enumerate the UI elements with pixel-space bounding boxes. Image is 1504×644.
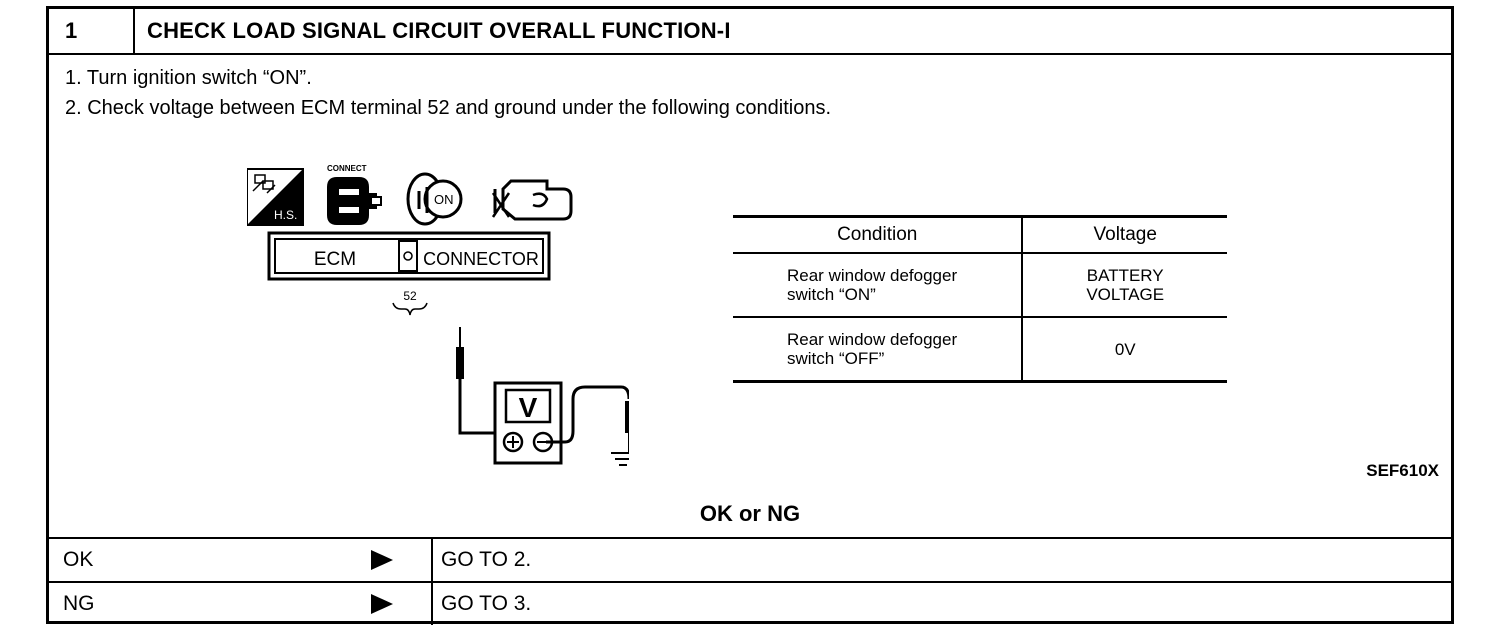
hs-icon-label: H.S.	[274, 208, 298, 222]
connector-icon	[327, 164, 381, 225]
key-icon-label: ON	[434, 192, 454, 207]
result-prompt: OK or NG	[699, 501, 801, 526]
connector-label-connector: CONNECTOR	[423, 249, 539, 269]
play-arrow-icon	[371, 594, 393, 614]
voltage-line-2: VOLTAGE	[1086, 285, 1165, 304]
condition-cell	[733, 317, 1022, 382]
ground-icon	[611, 453, 629, 465]
figure-id: SEF610X	[1366, 461, 1439, 480]
instruction-1: 1. Turn ignition switch “ON”.	[65, 67, 312, 89]
condition-line-2: switch “OFF”	[787, 349, 885, 368]
step-number: 1	[49, 9, 135, 53]
condition-line-1: Rear window defogger	[787, 330, 958, 349]
tool-icons	[247, 159, 587, 229]
column-header-voltage: Voltage	[1022, 217, 1227, 254]
meter-label: V	[518, 392, 538, 423]
result-row-ng[interactable]	[49, 581, 1451, 625]
procedure-title: CHECK LOAD SIGNAL CIRCUIT OVERALL FUNCTION-I	[147, 18, 731, 43]
condition-line-2: switch “ON”	[787, 285, 876, 304]
result-row-ok[interactable]	[49, 537, 1451, 581]
connector-label-ecm: ECM	[313, 249, 357, 270]
terminal-brace	[393, 303, 427, 315]
condition-voltage-table	[733, 215, 1227, 383]
condition-cell	[733, 253, 1022, 317]
voltage-line-1: 0V	[1114, 339, 1136, 359]
voltage-cell	[1022, 253, 1227, 317]
result-key-ng: NG	[63, 592, 95, 615]
row-divider	[431, 539, 433, 581]
table-row	[733, 253, 1227, 317]
terminal-number: 52	[403, 289, 417, 303]
condition-line-1: Rear window defogger	[787, 266, 958, 285]
ecm-connector	[269, 233, 549, 279]
measurement-diagram	[249, 231, 629, 481]
harness-side-icon	[247, 169, 303, 225]
ignition-key-icon	[408, 174, 461, 224]
diagnostic-procedure-sheet	[46, 6, 1454, 624]
voltmeter-icon	[495, 383, 561, 463]
play-arrow-icon	[371, 550, 393, 570]
table-row	[733, 317, 1227, 382]
connect-icon-label: CONNECT	[327, 164, 367, 173]
engine-off-icon	[493, 181, 571, 219]
row-divider	[431, 583, 433, 625]
voltage-line-1: BATTERY	[1086, 266, 1164, 285]
table-header-row	[733, 217, 1227, 254]
procedure-header	[49, 9, 1451, 55]
column-header-condition: Condition	[733, 217, 1022, 254]
result-key-ok: OK	[63, 548, 94, 571]
result-action-ok[interactable]: GO TO 2.	[441, 548, 532, 571]
instruction-2: 2. Check voltage between ECM terminal 52 and ground under the following conditions.	[65, 97, 832, 119]
voltage-cell	[1022, 317, 1227, 382]
result-action-ng[interactable]: GO TO 3.	[441, 592, 532, 615]
